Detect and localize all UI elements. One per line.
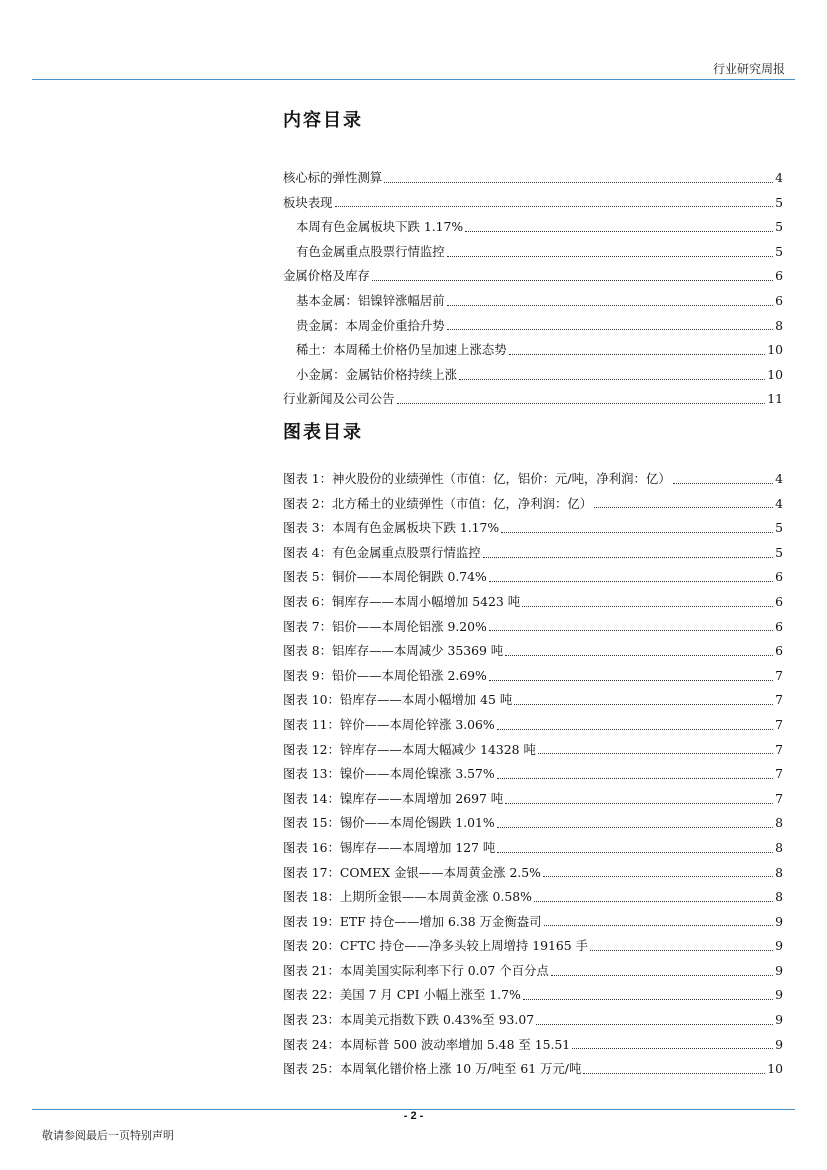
figure-entry[interactable]	[283, 885, 783, 910]
page-ref: 6	[775, 569, 783, 585]
toc-entry[interactable]	[283, 314, 783, 339]
figure-entry-title: 图表 17：COMEX 金银——本周黄金涨 2.5%	[283, 864, 541, 880]
toc-entry[interactable]	[283, 363, 783, 388]
page-ref: 8	[775, 839, 783, 855]
figure-entry[interactable]	[283, 1008, 783, 1033]
report-type-label: 行业研究周报	[712, 62, 785, 76]
figure-entry[interactable]	[283, 615, 783, 640]
figure-entry-title: 图表 25：本周氧化镨价格上涨 10 万/吨至 61 万元/吨	[283, 1061, 582, 1077]
figure-entry[interactable]	[283, 811, 783, 836]
figure-entry[interactable]	[283, 959, 783, 984]
toc-entry[interactable]	[283, 240, 783, 265]
figure-entry[interactable]	[283, 983, 783, 1008]
figure-entry-title: 图表 14：镍库存——本周增加 2697 吨	[283, 790, 504, 806]
header-divider	[32, 79, 795, 80]
page-ref: 7	[775, 790, 783, 806]
dot-leader	[335, 206, 774, 207]
figure-entry-title: 图表 11：锌价——本周伦锌涨 3.06%	[283, 716, 495, 732]
page-ref: 5	[775, 544, 783, 560]
dot-leader	[534, 901, 773, 902]
page-ref: 9	[775, 938, 783, 954]
page-ref: 9	[775, 987, 783, 1003]
dot-leader	[523, 999, 773, 1000]
dot-leader	[505, 803, 773, 804]
toc-entry[interactable]	[283, 166, 783, 191]
figure-entry-title: 图表 22：美国 7 月 CPI 小幅上涨至 1.7%	[283, 987, 521, 1003]
toc-entry-title: 本周有色金属板块下跌 1.17%	[296, 219, 464, 235]
dot-leader	[447, 329, 773, 330]
page-ref: 8	[775, 317, 783, 333]
figure-entry-title: 图表 7：铝价——本周伦铝涨 9.20%	[283, 618, 487, 634]
toc-title: 内容目录	[283, 110, 363, 131]
toc-entry[interactable]	[283, 215, 783, 240]
dot-leader	[397, 403, 766, 404]
toc-entry[interactable]	[283, 191, 783, 216]
dot-leader	[497, 778, 773, 779]
page-ref: 11	[767, 391, 783, 407]
dot-leader	[505, 655, 773, 656]
toc-entry-title: 小金属：金属钴价格持续上涨	[296, 366, 458, 382]
page-ref: 4	[775, 471, 783, 486]
page-ref: 4	[775, 170, 783, 185]
page-number: - 2 -	[403, 1110, 424, 1122]
figure-entry-title: 图表 1：神火股份的业绩弹性（市值：亿，铝价：元/吨，净利润：亿）	[283, 471, 671, 486]
page-ref: 6	[775, 643, 783, 659]
dot-leader	[497, 852, 773, 853]
toc-entry-title: 金属价格及库存	[283, 268, 370, 284]
figure-entry[interactable]	[283, 541, 783, 566]
page-ref: 7	[775, 716, 783, 732]
dot-leader	[447, 305, 773, 306]
page-ref: 6	[775, 593, 783, 609]
figure-entry-title: 图表 13：镍价——本周伦镍涨 3.57%	[283, 766, 495, 782]
figure-entry[interactable]	[283, 565, 783, 590]
figure-entry-title: 图表 3：本周有色金属板块下跌 1.17%	[283, 520, 500, 536]
page-ref: 5	[775, 243, 783, 259]
dot-leader	[594, 507, 773, 508]
dot-leader	[536, 1024, 773, 1025]
figure-entry[interactable]	[283, 664, 783, 689]
figure-entry[interactable]	[283, 1057, 783, 1082]
figure-entry-title: 图表 12：锌库存——本周大幅减少 14328 吨	[283, 741, 536, 757]
figure-entry-title: 图表 23：本周美元指数下跌 0.43%至 93.07	[283, 1012, 535, 1028]
figure-entry[interactable]	[283, 861, 783, 886]
dot-leader	[489, 581, 773, 582]
figure-entry[interactable]	[283, 516, 783, 541]
figure-entry-title: 图表 5：铜价——本周伦铜跌 0.74%	[283, 569, 487, 585]
figure-list	[283, 467, 783, 1082]
figure-entry-title: 图表 6：铜库存——本周小幅增加 5423 吨	[283, 593, 521, 609]
dot-leader	[489, 630, 773, 631]
dot-leader	[459, 379, 765, 380]
figure-entry[interactable]	[283, 590, 783, 615]
page-ref: 6	[775, 618, 783, 634]
figure-entry-title: 图表 4：有色金属重点股票行情监控	[283, 544, 481, 560]
dot-leader	[497, 729, 773, 730]
toc-entry-title: 贵金属：本周金价重拾升势	[296, 317, 445, 333]
figure-entry-title: 图表 21：本周美国实际利率下行 0.07 个百分点	[283, 962, 549, 978]
page-ref: 8	[775, 815, 783, 831]
toc-entry-title: 行业新闻及公司公告	[283, 391, 395, 407]
figure-entry[interactable]	[283, 934, 783, 959]
page-ref: 5	[775, 194, 783, 210]
toc-entry[interactable]	[283, 289, 783, 314]
dot-leader	[572, 1048, 773, 1049]
page-ref: 9	[775, 1036, 783, 1052]
page-ref: 10	[767, 366, 783, 382]
dot-leader	[447, 256, 773, 257]
page-ref: 6	[775, 268, 783, 284]
figure-entry[interactable]	[283, 787, 783, 812]
figure-entry[interactable]	[283, 738, 783, 763]
figure-entry[interactable]	[283, 762, 783, 787]
dot-leader	[543, 876, 773, 877]
toc-entry-title: 板块表现	[283, 194, 333, 210]
dot-leader	[497, 827, 773, 828]
toc-entry[interactable]	[283, 264, 783, 289]
page-ref: 10	[767, 342, 783, 358]
figure-entry-title: 图表 2：北方稀土的业绩弹性（市值：亿，净利润：亿）	[283, 495, 593, 511]
dot-leader	[522, 606, 773, 607]
dot-leader	[509, 354, 766, 355]
page-ref: 6	[775, 292, 783, 308]
page-ref: 8	[775, 864, 783, 880]
figure-entry-title: 图表 15：锡价——本周伦锡跌 1.01%	[283, 815, 495, 831]
figure-entry-title: 图表 19：ETF 持仓——增加 6.38 万金衡盎司	[283, 913, 542, 929]
toc-entry-title: 基本金属：铝镍锌涨幅居前	[296, 292, 445, 308]
figure-entry-title: 图表 20：CFTC 持仓——净多头较上周增持 19165 手	[283, 938, 589, 954]
dot-leader	[551, 975, 773, 976]
dot-leader	[583, 1073, 765, 1074]
table-of-contents	[283, 108, 783, 412]
figure-entry-title: 图表 8：铝库存——本周减少 35369 吨	[283, 643, 504, 659]
dot-leader	[372, 280, 773, 281]
dot-leader	[489, 680, 773, 681]
figure-entry[interactable]	[283, 1033, 783, 1058]
figure-entry-title: 图表 16：锡库存——本周增加 127 吨	[283, 839, 496, 855]
page-ref: 10	[767, 1061, 783, 1077]
figure-entry-title: 图表 9：铅价——本周伦铅涨 2.69%	[283, 667, 487, 683]
dot-leader	[538, 753, 773, 754]
toc-entry-title: 稀土：本周稀土价格仍呈加速上涨态势	[296, 342, 507, 358]
page-ref: 9	[775, 913, 783, 929]
page-ref: 7	[775, 741, 783, 757]
dot-leader	[384, 182, 773, 183]
figure-entry[interactable]	[283, 639, 783, 664]
page-ref: 5	[775, 219, 783, 235]
page-ref: 4	[775, 495, 783, 511]
figure-entry[interactable]	[283, 492, 783, 517]
toc-entry-title: 核心标的弹性测算	[283, 170, 383, 185]
disclaimer-note: 敬请参阅最后一页特别声明	[42, 1129, 174, 1142]
figure-entry[interactable]	[283, 688, 783, 713]
figure-entry[interactable]	[283, 713, 783, 738]
page-ref: 9	[775, 962, 783, 978]
toc-entry-title: 有色金属重点股票行情监控	[296, 243, 445, 259]
toc-entry[interactable]	[283, 387, 783, 412]
toc-entry[interactable]	[283, 338, 783, 363]
figure-entry-title: 图表 18：上期所金银——本周黄金涨 0.58%	[283, 889, 532, 905]
dot-leader	[590, 950, 773, 951]
page-ref: 7	[775, 766, 783, 782]
page-ref: 8	[775, 889, 783, 905]
figure-entry[interactable]	[283, 467, 783, 492]
figure-entry-title: 图表 10：铅库存——本周小幅增加 45 吨	[283, 692, 513, 708]
page-ref: 7	[775, 667, 783, 683]
figure-index-title: 图表目录	[283, 422, 363, 443]
page-ref: 9	[775, 1012, 783, 1028]
figure-entry[interactable]	[283, 836, 783, 861]
dot-leader	[514, 704, 773, 705]
page-ref: 5	[775, 520, 783, 536]
dot-leader	[483, 557, 773, 558]
dot-leader	[544, 925, 774, 926]
figure-index	[283, 420, 783, 1082]
figure-entry[interactable]	[283, 910, 783, 935]
dot-leader	[673, 483, 773, 484]
page-ref: 7	[775, 692, 783, 708]
figure-entry-title: 图表 24：本周标普 500 波动率增加 5.48 至 15.51	[283, 1036, 571, 1052]
toc-list	[283, 166, 783, 412]
dot-leader	[465, 231, 773, 232]
dot-leader	[501, 532, 773, 533]
